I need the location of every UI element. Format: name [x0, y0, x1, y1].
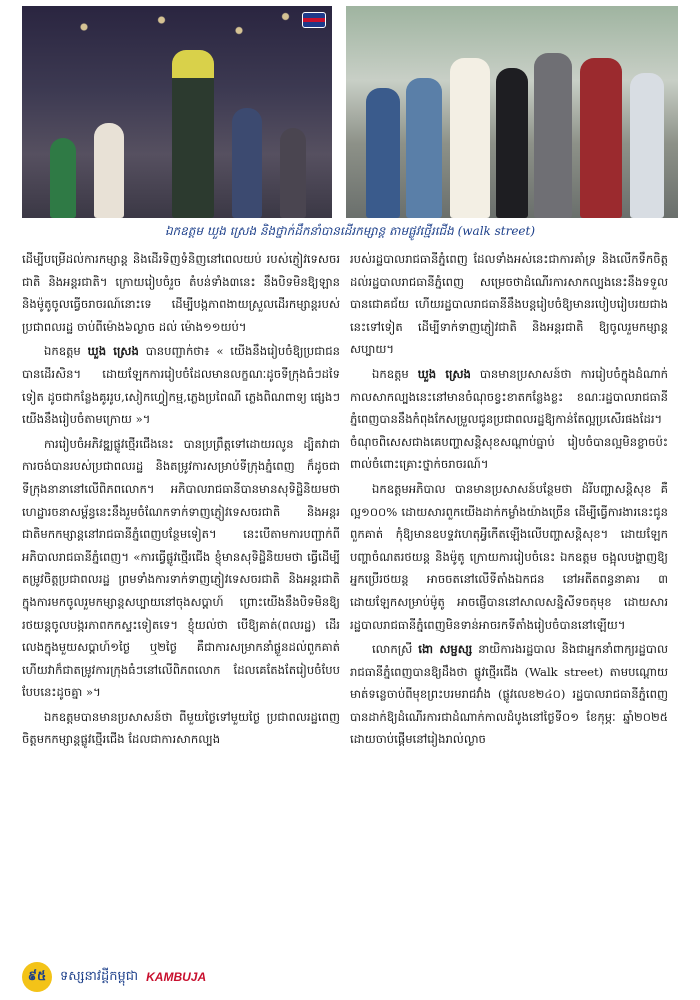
- paragraph: ឯកឧត្តម ឃួង ស្រេង បានមានប្រសាសន៍ថា ការរៀបចំក្នុងដំណាក់កាលសាកល្បងនេះនៅមានចំណុចខ្វះខាតកន្លែងខ្លះ ខណៈរដ្ឋបាលរាជធានីភ្នំពេញបាននឹងកំពុងកែសម្រួលជូនប្រជាពលរដ្ឋឱ្យកាន់តែល្អប្រសើរផងដែរ។ ចំណុចពិសេសជាងគេបញ្ហាសន្តិសុខសណ្តាប់ធ្នាប់ រៀបចំបានល្អមិនខ្លាចប៉ះពាល់ចំពោះគ្រោះថ្នាក់ចរាចរណ៍។: [350, 366, 668, 472]
- person-silhouette: [280, 128, 306, 218]
- paragraph: ឯកឧត្តមអភិបាល បានមានប្រសាសន៍បន្ថែមថា ដំរីបញ្ហាសន្តិសុខ គឺល្អ១០០% ដោយសារពួកយើងដាក់កម្លាំងយ៉ាងច្រើន ដើម្បីធ្វើការងារនេះជូនពួកគាត់ កុំឱ្យមានឧបទ្ទវហេតុអ្វីកើតឡើងលើបញ្ហាសន្តិសុខ។ ដោយឡែកបញ្ហាចំណតរថយន្ត និងម៉ូតូ ក្រោយការរៀបចំនេះ ឯកឧត្តម ចង្អុលបង្ហាញឱ្យអ្នកប្រើរថយន្ត អាចចតនៅលើទីតាំងឯកជន នៅអតីតពន្ធនាគារ ៣ ដោយឡែកសម្រាប់ម៉ូតូ អាចផ្ញើបាននៅសាលសន្និសីទចតុមុខ ដោយសាររដ្ឋបាលរាជធានីភ្នំពេញមិនទាន់អាចរកទីតាំងរៀបចំបាននៅឡើយ។: [350, 481, 668, 632]
- person-silhouette: [366, 88, 400, 218]
- paragraph: ការរៀបចំអភិវឌ្ឍផ្លូវថ្មើរជើងនេះ បានប្រព្រឹត្តទៅដោយរលូន ដ្បិតវាជាការចង់បានរបស់ប្រជាពលរដ្ឋ និងតម្រូវការសម្រាប់ទីក្រុងភ្នំពេញ ក៏ដូចជាទីក្រុងនានានៅលើពិភពលោក។ អភិបាលរាជធានីបានមានសុទិដ្ឋិនិយមថា ហេដ្ឋារចនាសម្ព័ន្ធនេះនឹងរួមចំណែកទាក់ទាញភ្ញៀវទេសចរជាតិ និងអន្តរជាតិមកកម្សាន្តនៅរាជធានីភ្នំពេញបន្ថែមទៀត។ នេះបើតាមការបញ្ជាក់ពីអភិបាលរាជធានីភ្នំពេញ។ «ការធ្វើផ្លូវថ្មើរជើង ខ្ញុំមានសុទិដ្ឋិនិយមថា ធ្វើដើម្បីតម្រូវចិត្តប្រជាពលរដ្ឋ ព្រមទាំងការទាក់ទាញភ្ញៀវទេសចរជាតិ និងអន្តរជាតិ ក្នុងការមកចូលរួមកម្សាន្តសប្បាយនៅចុងសប្តាហ៍ ព្រោះយើងនឹងបិទមិនឱ្យរថយន្តចូលបង្ករភាពកកស្ទះទៀតទេ។ ខ្ញុំយល់ថា បើឱ្យគាត់(ពលរដ្ឋ) ដើរលេងក្នុងមួយសប្តាហ៍១ថ្ងៃ ឬ២ថ្ងៃ គឺជាការសម្រាកនាំផ្លួនដល់ពួកគាត់ ហើយវាក៏ជាតម្រូវការក្រុងធំៗនៅលើពិភពលោក ដែលគេតែងតែរៀបចំបែបបែបនេះដូចគ្នា »។: [22, 436, 340, 700]
- paragraph: ឯកឧត្តម ឃួង ស្រេង បានបញ្ជាក់ថា៖ « យើងនឹងរៀបចំឱ្យប្រជាជនបានដើរសិន។ ដោយឡែកការរៀបចំដែលមានលក្ខណៈដូចទីក្រុងធំៗដទៃទៀត ដូចជាកន្លែងគូររូប,សៀកហ្វៀកម្ម,ភ្លេងប្រពៃណី ភ្លេងពិណពាទ្យ ផ្សេងៗ យើងនឹងរៀបចំតាមក្រោយ »។: [22, 344, 340, 427]
- article-column-left: [22, 248, 340, 958]
- page-footer: [22, 962, 206, 992]
- photo-night-walk: [22, 6, 332, 218]
- person-silhouette: [534, 53, 572, 218]
- paragraph: របស់រដ្ឋបាលរាជធានីភ្នំពេញ ដែលទាំងអស់នេះជាការគាំទ្រ និងលើកទឹកចិត្តដល់រដ្ឋបាលរាជធានីភ្នំពេញ សម្រេចថាដំណើរការសាកល្បងនេះនឹងទទួលបានជោគជ័យ ហើយរដ្ឋបាលរាជធានីនឹងបន្តរៀបចំឱ្យមានរបៀបរៀបរយជាងនេះទៅទៀត ដើម្បីទាក់ទាញភ្ញៀវជាតិ និងអន្តរជាតិ ឱ្យចូលរួមកម្សាន្តសប្បាយ។: [350, 252, 668, 357]
- person-name: ងោ សម្ផស្ស: [418, 642, 473, 657]
- person-silhouette: [406, 78, 442, 218]
- magazine-title: ទស្សនាវដ្តីកម្ពុជា: [60, 968, 139, 984]
- person-silhouette: [580, 58, 622, 218]
- person-silhouette: [496, 68, 528, 218]
- page-number: ៩៥: [22, 962, 52, 992]
- person-silhouette: [450, 58, 490, 218]
- article-column-right: [350, 248, 668, 958]
- brand-name: KAMBUJA: [146, 970, 207, 984]
- person-silhouette: [94, 123, 124, 218]
- person-silhouette: [232, 108, 262, 218]
- flag-logo: [302, 12, 326, 28]
- person-silhouette: [630, 73, 664, 218]
- person-name: ឃួង ស្រេង: [417, 366, 471, 381]
- person-silhouette: [50, 138, 76, 218]
- photo-officials-walk: [346, 6, 678, 218]
- paragraph: ឯកឧត្តមបានមានប្រសាសន៍ថា ពីមួយថ្ងៃទៅមួយថ្ងៃ ប្រជាពលរដ្ឋពេញចិត្តមកកម្សាន្តផ្លូវថ្មើរជើង ដែលជាការសាកល្បង: [22, 709, 340, 747]
- paragraph: លោកស្រី ងោ សម្ផស្ស នាយិការងរដ្ឋបាល និងជាអ្នកនាំពាក្យរដ្ឋបាលរាជធានីភ្នំពេញបានឱ្យដឹងថា ផ្លូវថ្មើរជើង (Walk street) តាមបណ្តោយមាត់ទន្លេចាប់ពីមុខព្រះបរមរាជវាំង (ផ្លូវលេខ២៤០) រដ្ឋបាលរាជធានីភ្នំពេញ បានដាក់ឱ្យដំណើរការជាដំណាក់កាលដំបូងនៅថ្ងៃទី០១ ខែកុម្ភៈ ឆ្នាំ២០២៥ ដោយចាប់ផ្តើមនៅរៀងរាល់ល្ងាច: [350, 642, 668, 747]
- paragraph: ដើម្បីបម្រើដល់ការកម្សាន្ត និងដើរទិញទំនិញនៅពេលយប់ របស់ភ្ញៀវទេសចរជាតិ និងអន្តរជាតិ។ ក្រោយរៀបចំរួច តំបន់ទាំង៣នេះ នឹងបិទមិនឱ្យឡាន និងម៉ូតូចូលធ្វើចរាចរណ៍នោះទេ ដើម្បីបង្កភាពងាយស្រួលដើរកម្សាន្តរបស់ប្រជាពលរដ្ឋ ចាប់ពីម៉ោង៦ល្ងាច ដល់ ម៉ោង១១យប់។: [22, 252, 340, 334]
- person-silhouette: [172, 50, 214, 218]
- person-name: ឃួង ស្រេង: [87, 344, 139, 359]
- photo-caption: ឯកឧត្ដម ឃួង ស្រេង និងថ្នាក់ដឹកនាំបានដើរកម្សាន្ត តាមផ្លូវថ្មើរជើង (walk street): [164, 224, 536, 238]
